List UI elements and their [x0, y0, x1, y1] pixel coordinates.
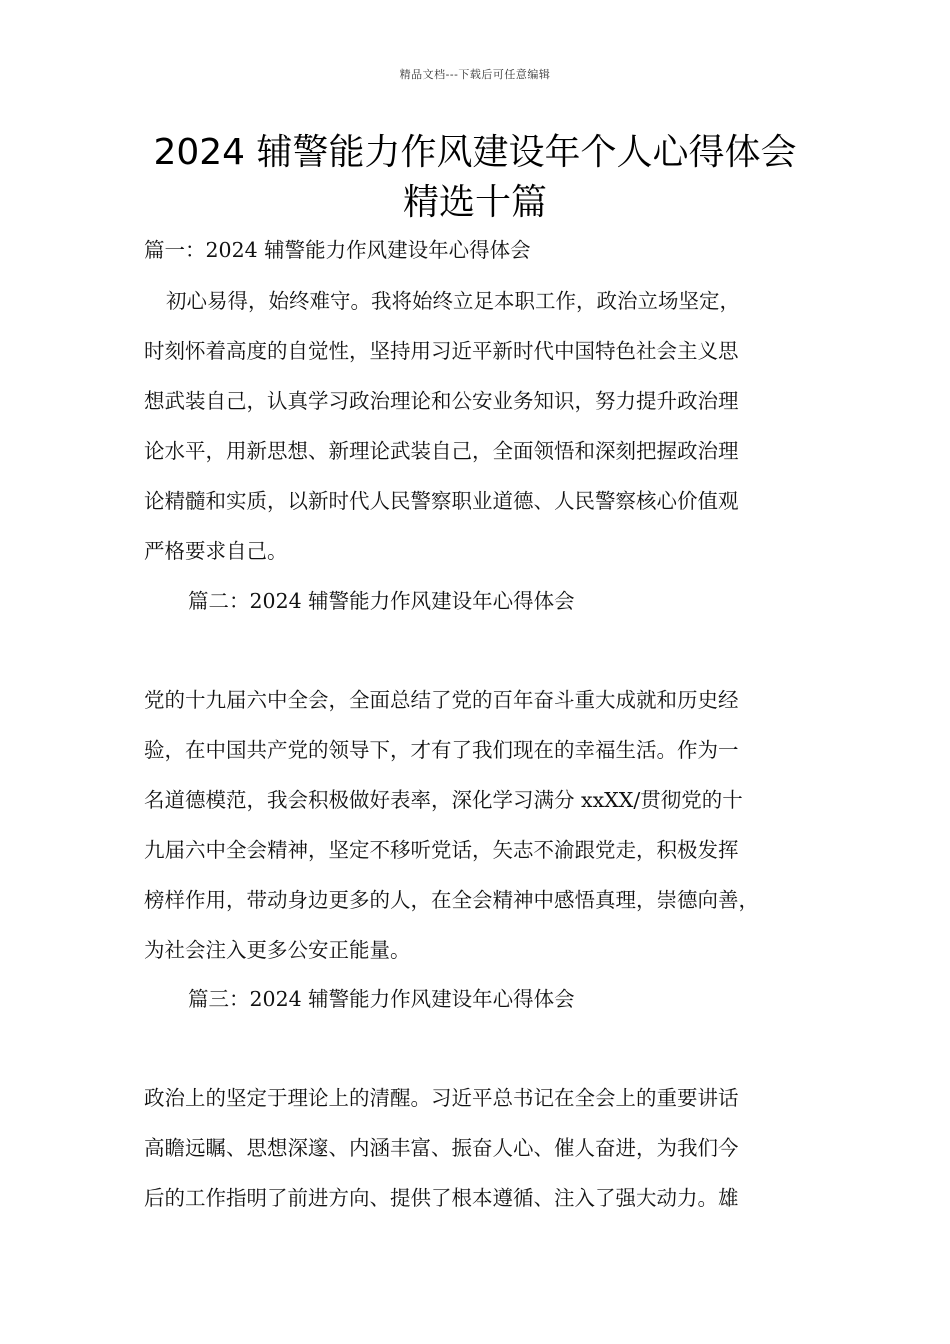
document-title-line-1: 2024 辅警能力作风建设年个人心得体会 [153, 132, 797, 173]
section-1-line: 初心易得，始终难守。我将始终立足本职工作，政治立场坚定， [166, 289, 740, 313]
section-2-heading: 篇二：2024 辅警能力作风建设年心得体会 [188, 589, 575, 613]
section-2-line: 验，在中国共产党的领导下，才有了我们现在的幸福生活。作为一 [144, 738, 739, 762]
section-1-line: 时刻怀着高度的自觉性，坚持用习近平新时代中国特色社会主义思 [144, 339, 739, 363]
section-2-line: 党的十九届六中全会，全面总结了党的百年奋斗重大成就和历史经 [144, 688, 739, 712]
section-3-heading: 篇三：2024 辅警能力作风建设年心得体会 [188, 987, 575, 1011]
section-3-line: 高瞻远瞩、思想深邃、内涵丰富、振奋人心、催人奋进，为我们今 [144, 1136, 739, 1160]
section-2-line: 九届六中全会精神，坚定不移听党话，矢志不渝跟党走，积极发挥 [144, 838, 739, 862]
section-1-line: 论水平，用新思想、新理论武装自己，全面领悟和深刻把握政治理 [144, 439, 739, 463]
section-1-line: 严格要求自己。 [144, 539, 288, 563]
section-2-line: 名道德模范，我会积极做好表率，深化学习满分 xxXX/贯彻党的十 [144, 788, 743, 812]
section-1-line: 论精髓和实质，以新时代人民警察职业道德、人民警察核心价值观 [144, 489, 739, 513]
section-3-line: 政治上的坚定于理论上的清醒。习近平总书记在全会上的重要讲话 [144, 1086, 739, 1110]
document-title [100, 128, 850, 228]
header-note: 精品文档---下载后可任意编辑 [399, 68, 551, 81]
section-3-line: 后的工作指明了前进方向、提供了根本遵循、注入了强大动力。雄 [144, 1186, 739, 1210]
section-2-line: 榜样作用，带动身边更多的人，在全会精神中感悟真理，崇德向善， [144, 888, 759, 912]
section-1-line: 想武装自己，认真学习政治理论和公安业务知识，努力提升政治理 [144, 389, 739, 413]
document-title-line-2: 精选十篇 [402, 182, 547, 223]
section-2-line: 为社会注入更多公安正能量。 [144, 938, 411, 962]
section-1-heading: 篇一：2024 辅警能力作风建设年心得体会 [144, 238, 531, 262]
